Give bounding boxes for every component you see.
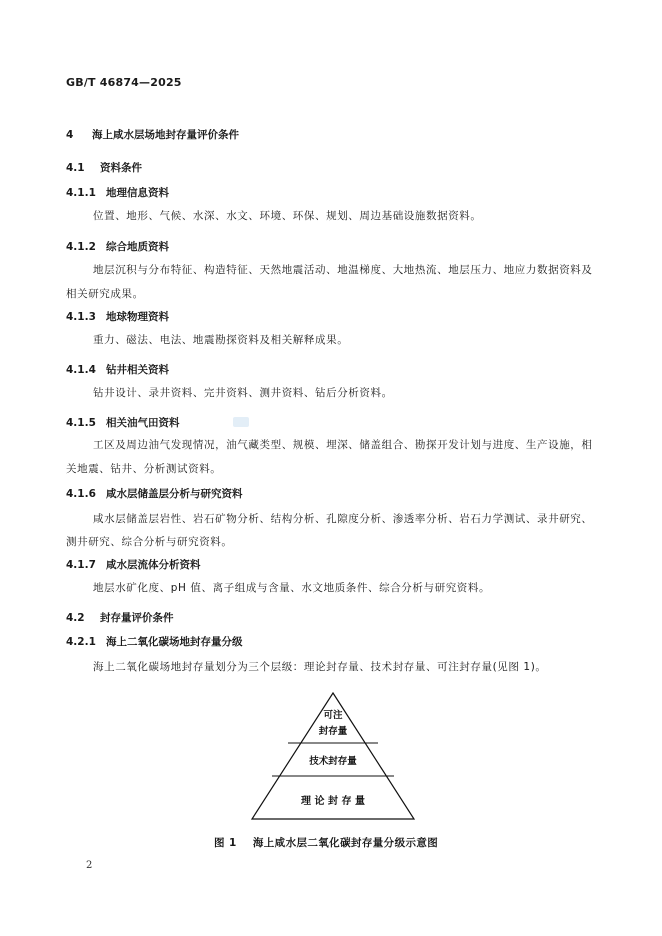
section-4-1-4-heading [66,362,169,377]
section-title: 资料条件 [100,162,142,174]
section-number: 4.2.1 [66,636,96,648]
section-4-1-2-text-line1: 地层沉积与分布特征、构造特征、天然地震活动、地温梯度、大地热流、地层压力、地应力数据资料及 [93,264,593,276]
section-title: 地理信息资料 [106,187,169,199]
section-4-2-1-text: 海上二氧化碳场地封存量划分为三个层级：理论封存量、技术封存量、可注封存量(见图 1)。 [93,661,547,673]
section-title: 相关油气田资料 [106,417,180,429]
section-4-1-7-text: 地层水矿化度、pH 值、离子组成与含量、水文地质条件、综合分析与研究资料。 [93,582,491,594]
section-title: 海上二氧化碳场地封存量分级 [106,636,243,648]
section-title: 海上咸水层场地封存量评价条件 [92,129,239,141]
section-4-1-2-text-line2: 相关研究成果。 [66,288,144,300]
section-4-2-1-heading [66,634,243,649]
section-number: 4.2 [66,612,85,624]
document-id: GB/T 46874—2025 [66,76,182,89]
pyramid-bottom-label: 理 论 封 存 量 [301,796,365,807]
section-4-1-5-heading [66,415,180,430]
section-number: 4.1.1 [66,187,96,199]
section-4-1-6-text-line1: 咸水层储盖层岩性、岩石矿物分析、结构分析、孔隙度分析、渗透率分析、岩石力学测试、录井研究、 [93,513,593,525]
section-4-1-3-text: 重力、磁法、电法、地震勘探资料及相关解释成果。 [93,334,349,346]
section-number: 4.1.2 [66,241,96,253]
section-4-1-6-heading [66,486,243,501]
storage-pyramid-diagram [250,690,416,822]
pyramid-top-label-line2: 封存量 [318,726,348,737]
watermark-badge [233,417,249,427]
section-number: 4.1.6 [66,488,96,500]
section-4-1-1-text: 位置、地形、气候、水深、水文、环境、环保、规划、周边基础设施数据资料。 [93,210,482,222]
section-4-1-5-text-line1: 工区及周边油气发现情况，油气藏类型、规模、埋深、储盖组合、勘探开发计划与进度、生产设施，相 [93,439,593,451]
section-number: 4.1.7 [66,559,96,571]
section-number: 4.1.3 [66,311,96,323]
section-4-1-4-text: 钻井设计、录井资料、完井资料、测井资料、钻后分析资料。 [93,387,393,399]
section-title: 地球物理资料 [106,311,169,323]
section-title: 咸水层流体分析资料 [106,559,201,571]
section-4-1-6-text-line2: 测井研究、综合分析与研究资料。 [66,536,233,548]
section-number: 4.1.5 [66,417,96,429]
pyramid-top-label-line1: 可注 [323,710,343,721]
section-4-1-2-heading [66,239,169,254]
section-4-1-1-heading [66,185,169,200]
section-title: 封存量评价条件 [100,612,174,624]
section-4-1-heading [66,160,142,175]
section-4-heading [66,127,239,142]
section-4-2-heading [66,610,174,625]
page-number: 2 [86,860,93,871]
section-4-1-7-heading [66,557,201,572]
section-title: 钻井相关资料 [106,364,169,376]
pyramid-middle-label: 技术封存量 [309,756,357,767]
section-4-1-5-text-line2: 关地震、钻井、分析测试资料。 [66,463,222,475]
section-number: 4 [66,129,74,141]
section-number: 4.1 [66,162,85,174]
figure-caption: 图 1 海上咸水层二氧化碳封存量分级示意图 [214,837,439,849]
section-number: 4.1.4 [66,364,96,376]
section-4-1-3-heading [66,309,169,324]
section-title: 综合地质资料 [106,241,169,253]
section-title: 咸水层储盖层分析与研究资料 [106,488,243,500]
